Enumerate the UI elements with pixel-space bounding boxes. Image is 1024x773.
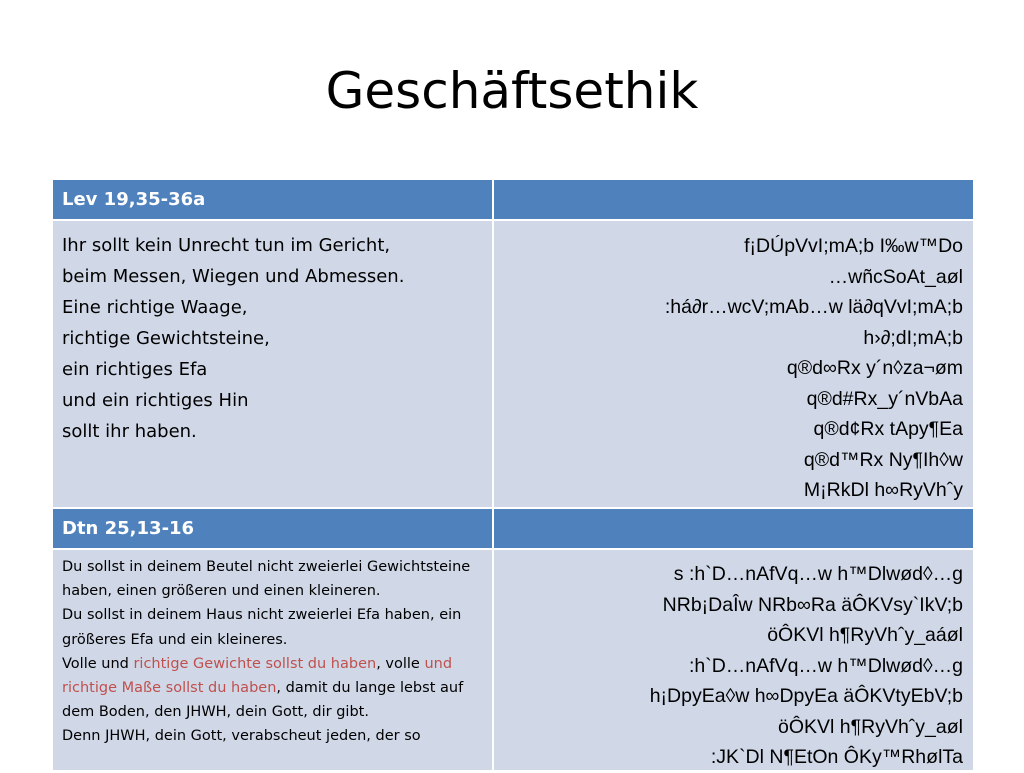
text-line: öÔKVl h¶RyVhˆy_aáøl <box>767 624 963 646</box>
text-line: M¡RkDl h∞RyVhˆy <box>803 479 963 501</box>
empty-header-cell <box>494 509 973 548</box>
german-translation-cell <box>53 550 494 770</box>
text-line: und ein richtiges Hin <box>62 390 249 411</box>
highlighted-text: richtige Gewichte sollst du haben <box>133 655 377 672</box>
text-line: q®d™Rx Ny¶Ih◊w <box>803 448 963 471</box>
text-span: , volle <box>376 655 425 672</box>
text-line: richtige Gewichtsteine, <box>62 328 270 349</box>
text-line: …wñcSoAt_aøl <box>828 265 963 288</box>
paragraph <box>62 652 486 725</box>
paragraph: Du sollst in deinem Haus nicht zweierlei Efa haben, ein größeres Efa und ein kleineres. <box>62 607 462 648</box>
text-line: beim Messen, Wiegen und Abmessen. <box>62 266 405 287</box>
text-line: q®d∞Rx y´n◊za¬øm <box>786 357 963 379</box>
text-line: öÔKVl h¶RyVhˆy_aøl <box>778 715 963 738</box>
hebrew-text-cell <box>494 550 973 770</box>
table-row <box>53 550 973 770</box>
text-line: :h`D…nAfVq…w h™Dlwød◊…g <box>688 654 963 677</box>
text-line: f¡DÚpVvI;mA;b I‰w™Do <box>744 235 963 257</box>
comparison-table <box>53 180 973 770</box>
text-line: q®d#Rx_y´nVbAa <box>806 387 963 410</box>
text-line: q®d¢Rx tApy¶Ea <box>813 418 963 440</box>
section-reference-header: Dtn 25,13-16 <box>53 509 494 548</box>
highlighted-text: und richtige Maße sollst du haben <box>62 655 453 697</box>
text-line: ein richtiges Efa <box>62 359 208 380</box>
slide-title: Geschäftsethik <box>325 62 699 120</box>
text-span: , damit du lange lebst auf dem Boden, den JHWH, dein Gott, dir gibt. <box>62 680 464 721</box>
table-header-row <box>53 180 973 221</box>
text-line: s :h`D…nAfVq…w h™Dlwød◊…g <box>673 563 963 585</box>
paragraph: Denn JHWH, dein Gott, verabscheut jeden, der so <box>62 728 421 745</box>
paragraph: Du sollst in deinem Beutel nicht zweierlei Gewichtsteine haben, einen größeren und einen kleineren. <box>62 559 471 600</box>
section-reference-header: Lev 19,35-36a <box>53 180 494 219</box>
text-line: h›∂;dI;mA;b <box>863 326 963 349</box>
german-translation-cell <box>53 221 494 507</box>
text-line: :JK`Dl N¶EtOn ÔKy™RhølTa <box>710 746 963 768</box>
text-line: Eine richtige Waage, <box>62 297 248 318</box>
text-line: Ihr sollt kein Unrecht tun im Gericht, <box>62 235 391 256</box>
table-row <box>53 221 973 509</box>
table-header-row <box>53 509 973 550</box>
text-line: h¡DpyEa◊w h∞DpyEa äÔKVtyEbV;b <box>649 685 963 707</box>
hebrew-text-cell <box>494 221 973 507</box>
text-span: Volle und <box>62 655 134 672</box>
empty-header-cell <box>494 180 973 219</box>
text-line: :há∂r…wcV;mAb…w lä∂qVvI;mA;b <box>664 296 963 318</box>
text-line: sollt ihr haben. <box>62 421 197 442</box>
text-line: NRb¡DaÎw NRb∞Ra äÔKVsy`IkV;b <box>662 593 963 616</box>
